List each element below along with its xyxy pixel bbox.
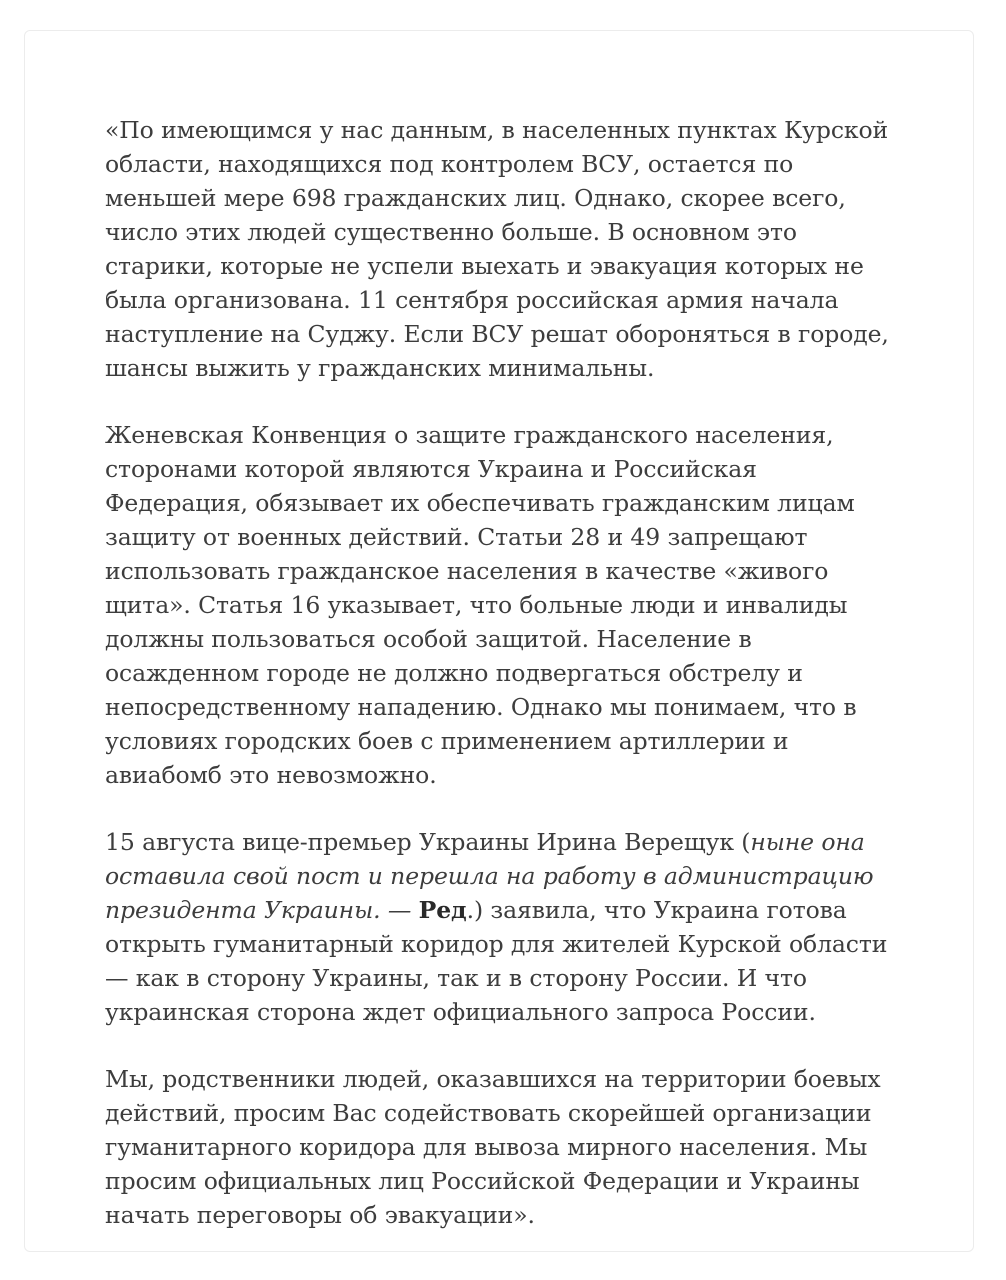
paragraph-2: Женевская Конвенция о защите гражданского населения, сторонами которой являются Украина и Российская Федерация, обязывает их обеспечивать гражданским лицам защиту от военных действий. Статьи 28 и 49 запрещают использовать гражданское населения в качестве «живого щита». Статья 16 указывает, что больные люди и инвалиды должны пользоваться особой защитой. Население в осажденном городе не должно подвергаться обстрелу и непосредственному нападению. Однако мы понимаем, что в условиях городских боев с применением артиллерии и авиабомб это невозможно. bbox=[105, 421, 857, 789]
paragraph-3-space bbox=[411, 896, 418, 924]
article-card bbox=[24, 30, 974, 1252]
article-body bbox=[105, 113, 905, 1232]
editor-note-italic: ныне она оставила свой пост и перешла на работу в администрацию президента Украины. — bbox=[105, 828, 874, 924]
paragraph-3 bbox=[105, 825, 905, 1029]
editor-mark-bold: Ред bbox=[418, 896, 467, 924]
paragraph-3-start: 15 августа вице-премьер Украины Ирина Верещук ( bbox=[105, 828, 751, 856]
paragraph-4: Мы, родственники людей, оказавшихся на территории боевых действий, просим Вас содействовать скорейшей организации гуманитарного коридора для вывоза мирного населения. Мы просим официальных лиц Российской Федерации и Украины начать переговоры об эвакуации». bbox=[105, 1065, 881, 1229]
paragraph-3-end: .) заявила, что Украина готова открыть гуманитарный коридор для жителей Курской области — как в сторону Украины, так и в сторону России. И что украинская сторона ждет официального запроса России. bbox=[105, 896, 888, 1026]
paragraph-1: «По имеющимся у нас данным, в населенных пунктах Курской области, находящихся под контролем ВСУ, остается по меньшей мере 698 гражданских лиц. Однако, скорее всего, число этих людей существенно больше. В основном это старики, которые не успели выехать и эвакуация которых не была организована. 11 сентября российская армия начала наступление на Суджу. Если ВСУ решат обороняться в городе, шансы выжить у гражданских минимальны. bbox=[105, 116, 889, 382]
